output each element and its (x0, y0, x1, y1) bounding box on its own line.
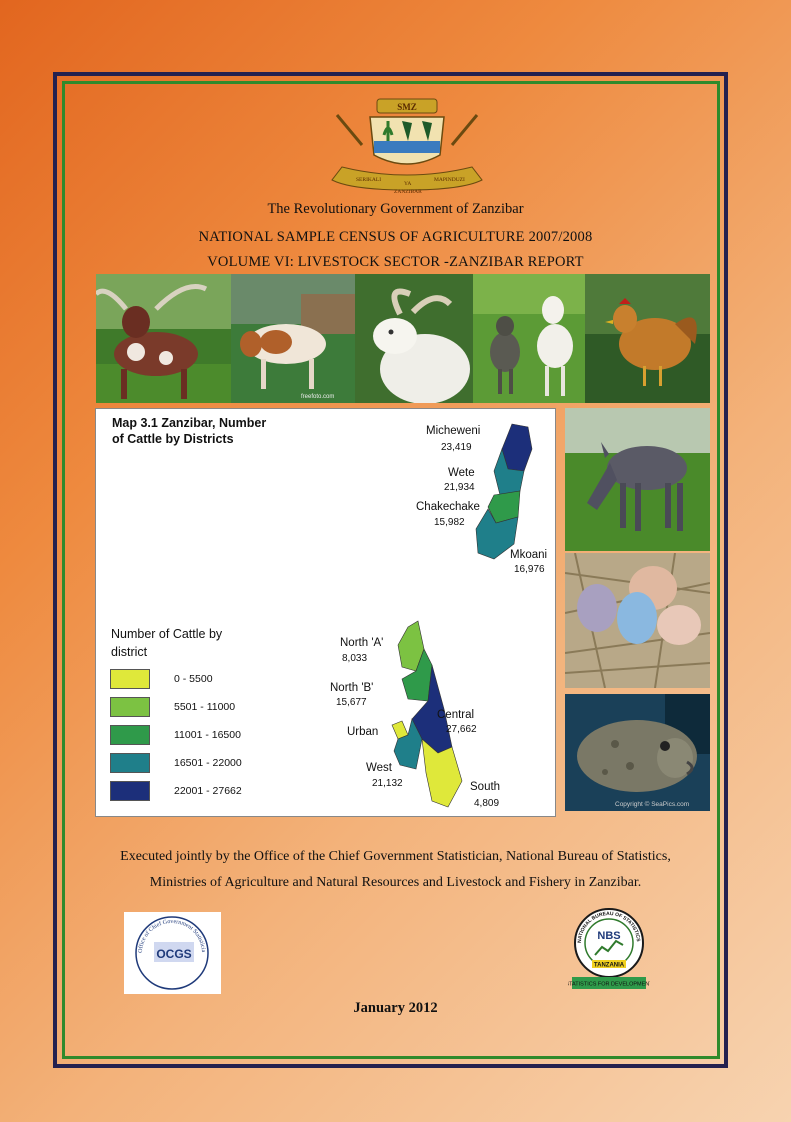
photo-white-goat (355, 274, 473, 403)
watermark-seapics: Copyright © SeaPics.com (615, 801, 690, 808)
legend-label-3: 11001 - 16500 (174, 729, 241, 741)
photo-donkey (565, 408, 710, 551)
legend-swatch-2 (110, 697, 150, 717)
nbs-text: NBS (597, 930, 621, 942)
photo-longhorn-cattle (96, 274, 231, 403)
government-name: The Revolutionary Government of Zanzibar (267, 201, 524, 217)
value-chakechake: 15,982 (434, 517, 465, 528)
label-central: Central (437, 709, 475, 721)
ocgs-ring-text: Office of Chief Government Statisticia (137, 918, 207, 954)
photo-goats-field (473, 274, 585, 403)
legend-label-2: 5501 - 11000 (174, 701, 236, 713)
nbs-ribbon-text: STATISTICS FOR DEVELOPMENT (568, 981, 650, 988)
zanzibar-coat-of-arms (322, 95, 492, 195)
legend-swatch-1 (110, 669, 150, 689)
volume-title: VOLUME VI: LIVESTOCK SECTOR -ZANZIBAR REPORT (207, 254, 584, 270)
label-north-a: North 'A' (340, 637, 384, 649)
value-south: 4,809 (474, 798, 500, 809)
legend-swatch-4 (110, 753, 150, 773)
zanzibar-district-map (96, 409, 557, 818)
value-west: 21,132 (372, 778, 403, 789)
legend-label-1: 0 - 5500 (174, 673, 213, 685)
value-central: 27,662 (446, 724, 477, 735)
label-north-b: North 'B' (330, 682, 374, 694)
seal-motto-right: MAPINDUZI (434, 177, 465, 183)
photo-chicken (585, 274, 710, 403)
publication-date: January 2012 (353, 1000, 438, 1016)
executed-line-2: Ministries of Agriculture and Natural Resources and Livestock and Fishery in Zanzibar. (149, 875, 642, 890)
label-mkoani: Mkoani (510, 549, 548, 561)
legend-label-5: 22001 - 27662 (174, 785, 242, 797)
nbs-logo (568, 905, 650, 993)
ocgs-text: OCGS (156, 947, 192, 961)
seal-motto-bottom: ZANZIBAR (394, 189, 422, 195)
seal-motto-left: SERIKALI (356, 177, 382, 183)
nbs-band-text: TANZANIA (593, 962, 625, 969)
map-title: Map 3.1 Zanzibar, Number of Cattle by Districts (112, 416, 267, 446)
cattle-map-panel (95, 408, 556, 817)
value-north-b: 15,677 (336, 697, 367, 708)
legend-swatch-5 (110, 781, 150, 801)
nbs-ring-text: NATIONAL BUREAU OF STATISTICS (576, 910, 641, 944)
census-title: NATIONAL SAMPLE CENSUS OF AGRICULTURE 2007/2008 (198, 229, 593, 245)
label-micheweni: Micheweni (426, 425, 481, 437)
seal-motto-mid: YA (404, 181, 412, 187)
legend-title: Number of Cattle by district (111, 627, 223, 659)
photo-grouper-fish (565, 694, 710, 811)
watermark-freefoto: freefoto.com (301, 394, 335, 400)
label-chakechake: Chakechake (416, 501, 480, 513)
seal-top-text: SMZ (397, 102, 417, 112)
label-urban: Urban (347, 726, 379, 738)
photo-eggs-nest (565, 553, 710, 688)
legend-label-4: 16501 - 22000 (174, 757, 242, 769)
label-west: West (366, 762, 392, 774)
value-wete: 21,934 (444, 482, 475, 493)
value-north-a: 8,033 (342, 653, 368, 664)
value-micheweni: 23,419 (441, 442, 472, 453)
label-south: South (470, 781, 501, 793)
ocgs-logo (124, 912, 221, 994)
legend-swatch-3 (110, 725, 150, 745)
value-mkoani: 16,976 (514, 564, 545, 575)
label-wete: Wete (448, 467, 475, 479)
executed-line-1: Executed jointly by the Office of the Chief Government Statistician, National Bureau of Statistics, (120, 849, 671, 864)
photo-dairy-cow (231, 274, 355, 403)
